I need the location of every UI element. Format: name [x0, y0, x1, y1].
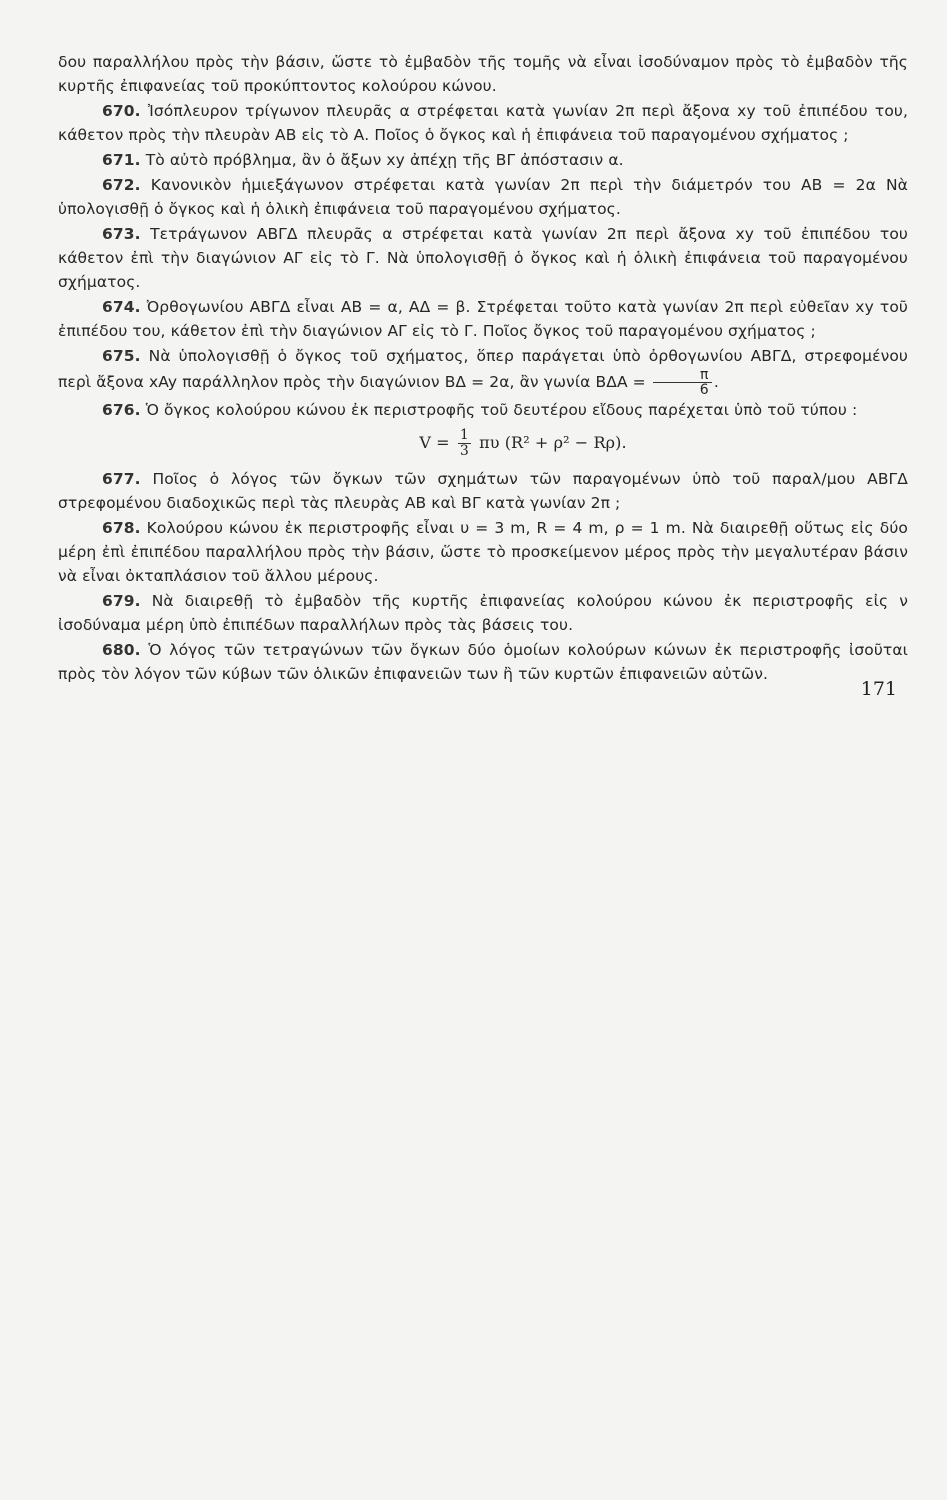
frustum-volume-formula [58, 428, 908, 459]
page-number: 171 [860, 678, 897, 700]
problem-672 [58, 173, 908, 221]
problem-671 [58, 148, 908, 172]
problem-679 [58, 589, 908, 637]
problem-677 [58, 467, 908, 515]
problem-number: 676. [102, 401, 141, 419]
problem-number: 671. [102, 151, 141, 169]
problem-number: 680. [102, 641, 141, 659]
problem-number: 675. [102, 347, 141, 365]
formula-fraction [458, 428, 471, 459]
problem-number: 670. [102, 102, 141, 120]
fraction-numerator: 1 [459, 427, 469, 443]
fraction-denominator: 3 [459, 443, 469, 459]
problem-678 [58, 516, 908, 588]
exercise-text-block [58, 50, 908, 687]
problem-number: 679. [102, 592, 141, 610]
problem-number: 672. [102, 176, 141, 194]
problem-text: Κολούρου κώνου ἐκ περιστροφῆς εἶναι υ = 3 m, R = 4 m, ρ = 1 m. Νὰ διαιρεθῇ οὕτως εἰς δύο μέρη ἐπὶ ἐπιπέδου παραλλήλου πρὸς τὴν βάσιν, ὥστε τὸ προσκείμενον μέρος πρὸς τὴν μεγαλυτέραν βάσιν νὰ εἶναι ὀκταπλάσιον τοῦ ἄλλου μέρους. [58, 519, 908, 585]
problem-text: Ὁ λόγος τῶν τετραγώνων τῶν ὄγκων δύο ὁμοίων κολούρων κώνων ἐκ περιστροφῆς ἰσοῦται πρὸς τὸν λόγον τῶν κύβων τῶν ὁλικῶν ἐπιφανειῶν των ἢ τῶν κυρτῶν ἐπιφανειῶν αὐτῶν. [58, 641, 909, 683]
fraction-numerator: π [653, 368, 712, 383]
problem-text: Κανονικὸν ἡμιεξάγωνον στρέφεται κατὰ γωνίαν 2π περὶ τὴν διάμετρόν του ΑΒ = 2α Νὰ ὑπολογισθῇ ὁ ὄγκος καὶ ἡ ὁλικὴ ἐπιφάνεια τοῦ παραγομένου σχήματος. [58, 176, 909, 218]
problem-675 [58, 344, 908, 397]
problem-text: Νὰ διαιρεθῇ τὸ ἐμβαδὸν τῆς κυρτῆς ἐπιφανείας κολούρου κώνου ἐκ περιστροφῆς εἰς ν ἰσοδύναμα μέρη ὑπὸ ἐπιπέδων παραλλήλων πρὸς τὰς βάσεις του. [58, 592, 908, 634]
problem-number: 678. [102, 519, 141, 537]
problem-text: Ἰσόπλευρον τρίγωνον πλευρᾶς α στρέφεται κατὰ γωνίαν 2π περὶ ἄξονα xy τοῦ ἐπιπέδου του, κάθετον πρὸς τὴν πλευρὰν ΑΒ εἰς τὸ Α. Ποῖος ὁ ὄγκος καὶ ἡ ἐπιφάνεια τοῦ παραγομένου σχήματος ; [58, 102, 909, 144]
formula-lhs: V = [419, 433, 450, 452]
intro-paragraph: δου παραλλήλου πρὸς τὴν βάσιν, ὥστε τὸ ἐμβαδὸν τῆς τομῆς νὰ εἶναι ἰσοδύναμον πρὸς τὸ ἐμβαδὸν τῆς κυρτῆς ἐπιφανείας τοῦ προκύπτοντος κολούρου κώνου. [58, 53, 908, 95]
problem-text-end: . [713, 373, 719, 391]
problem-number: 673. [102, 225, 141, 243]
problem-text: Τὸ αὐτὸ πρόβλημα, ἂν ὁ ἄξων xy ἀπέχῃ τῆς ΒΓ ἀπόστασιν α. [145, 151, 624, 169]
fraction-denominator: 6 [699, 382, 709, 398]
problem-text: Τετράγωνον ΑΒΓΔ πλευρᾶς α στρέφεται κατὰ γωνίαν 2π περὶ ἄξονα xy τοῦ ἐπιπέδου του κάθετον ἐπὶ τὴν διαγώνιον ΑΓ εἰς τὸ Γ. Νὰ ὑπολογισθῇ ὁ ὄγκος καὶ ἡ ὁλικὴ ἐπιφάνεια τοῦ παραγομένου σχήματος. [58, 225, 908, 291]
problem-674 [58, 295, 908, 343]
angle-fraction [653, 368, 712, 397]
problem-number: 677. [102, 470, 141, 488]
problem-670 [58, 99, 908, 147]
problem-number: 674. [102, 298, 141, 316]
problem-680 [58, 638, 908, 686]
problem-text: Ὁ ὄγκος κολούρου κώνου ἐκ περιστροφῆς τοῦ δευτέρου εἴδους παρέχεται ὑπὸ τοῦ τύπου : [145, 401, 858, 419]
problem-676 [58, 398, 908, 422]
problem-text: Ὀρθογωνίου ΑΒΓΔ εἶναι ΑΒ = α, ΑΔ = β. Στρέφεται τοῦτο κατὰ γωνίαν 2π περὶ εὐθεῖαν xy τοῦ ἐπιπέδου του, κάθετον ἐπὶ τὴν διαγώνιον ΑΓ εἰς τὸ Γ. Ποῖος ὄγκος τοῦ παραγομένου σχήματος ; [58, 298, 908, 340]
problem-673 [58, 222, 908, 294]
problem-text: Ποῖος ὁ λόγος τῶν ὄγκων τῶν σχημάτων τῶν παραγομένων ὑπὸ τοῦ παραλ/μου ΑΒΓΔ στρεφομένου διαδοχικῶς περὶ τὰς πλευρὰς ΑΒ καὶ ΒΓ κατὰ γωνίαν 2π ; [58, 470, 908, 512]
problem-text: Νὰ ὑπολογισθῇ ὁ ὄγκος τοῦ σχήματος, ὅπερ παράγεται ὑπὸ ὀρθογωνίου ΑΒΓΔ, στρεφομένου περὶ ἄξονα xAy παράλληλον πρὸς τὴν διαγώνιον ΒΔ = 2α, ἂν γωνία ΒΔΑ = [58, 347, 908, 391]
formula-rhs: πυ (R² + ρ² − Rρ). [479, 433, 627, 452]
